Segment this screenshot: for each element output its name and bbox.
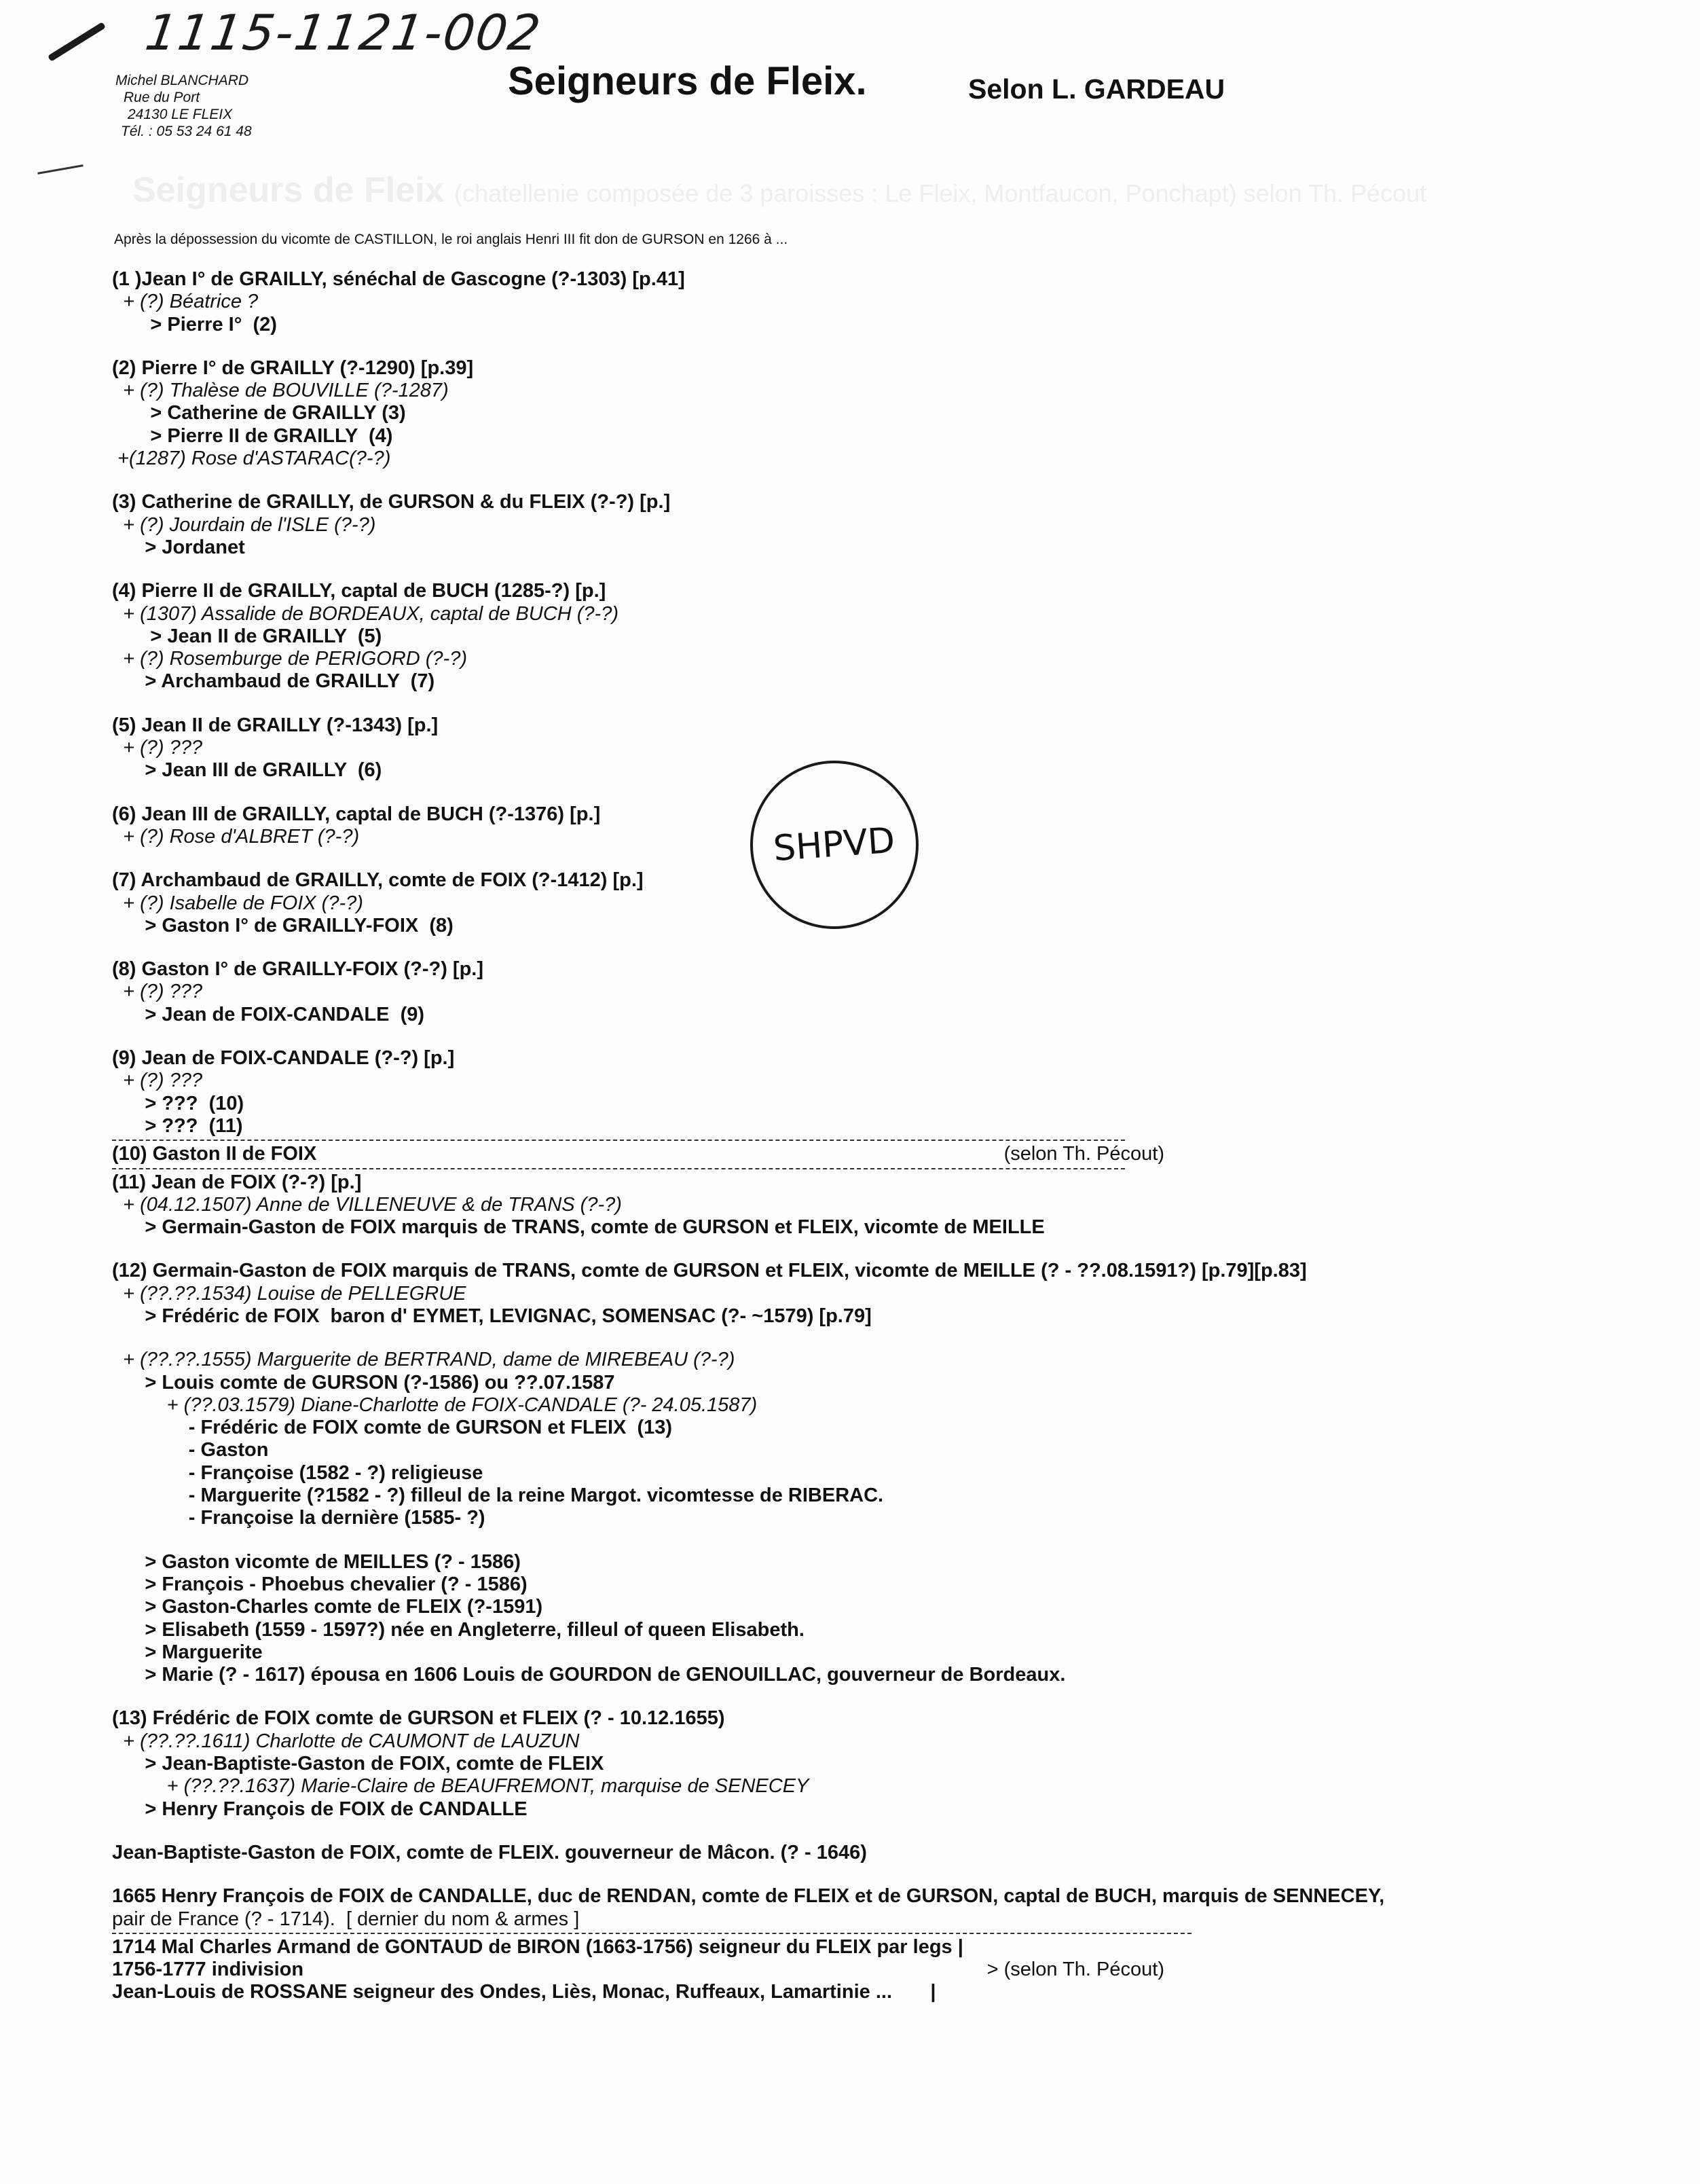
intro-text: Après la dépossession du vicomte de CASTILLON, le roi anglais Henri III fit don de GURSON en 1266 à ... [114,232,788,247]
genealogy-line-text: + (?) ??? [112,737,202,759]
spacer [112,1821,1606,1842]
genealogy-line-text: + (?) Thalèse de BOUVILLE (?-1287) [112,380,449,402]
genealogy-line-text: Jean-Louis de ROSSANE seigneur des Ondes, Liès, Monac, Ruffeaux, Lamartinie ... | [112,1981,936,2003]
genealogy-line [112,737,1606,759]
genealogy-line-text: > Gaston vicomte de MEILLES (? - 1586) [112,1550,521,1573]
bleed-through-subtitle: (chatellenie composée de 3 paroisses : Le Fleix, Montfaucon, Ponchapt) selon Th. Pécout [454,179,1427,207]
shpvd-stamp [750,761,919,929]
spacer [112,1239,1606,1260]
address-line: Tél. : 05 53 24 61 48 [121,124,252,139]
bleed-through-text [132,170,1426,211]
genealogy-line-text: > ??? (11) [112,1114,243,1137]
genealogy-line-text: +(1287) Rose d'ASTARAC(?-?) [112,448,391,470]
genealogy-line-text: + (?) ??? [112,1070,202,1092]
spacer [112,1864,1606,1885]
genealogy-line-text: > Germain-Gaston de FOIX marquis de TRANS, comte de GURSON et FLEIX, vicomte de MEILLE [112,1216,1045,1239]
genealogy-line [112,314,1606,336]
genealogy-line [112,1349,1606,1371]
address-line: 24130 LE FLEIX [128,107,233,122]
genealogy-line-text: > Marie (? - 1617) épousa en 1606 Louis de GOURDON de GENOUILLAC, gouverneur de Bordeaux. [112,1664,1066,1686]
genealogy-line-text: + (??.??.1611) Charlotte de CAUMONT de LAUZUN [112,1730,580,1752]
genealogy-line-text: > Jean de FOIX-CANDALE (9) [112,1003,425,1025]
genealogy-line [112,714,1606,737]
genealogy-line-text: + (?) Jourdain de l'ISLE (?-?) [112,513,376,536]
page-title: Seigneurs de Fleix. [508,59,867,103]
genealogy-line [112,1372,1606,1394]
genealogy-line [112,1070,1606,1092]
separator-rule [112,1140,1125,1141]
genealogy-line [112,1093,1606,1115]
genealogy-line-text: + (?) Rose d'ALBRET (?-?) [112,825,360,848]
genealogy-line-text: (12) Germain-Gaston de FOIX marquis de TRANS, comte de GURSON et FLEIX, vicomte de MEILLE (? - ??.08.1591?) [p.79][p.83] [112,1260,1307,1282]
genealogy-line-text: + (?) Béatrice ? [112,291,259,313]
genealogy-line [112,1959,1606,1981]
source-note: (selon Th. Pécout) [1003,1143,1164,1165]
genealogy-line [112,625,1606,648]
genealogy-line [112,1619,1606,1641]
genealogy-line [112,603,1606,625]
genealogy-line-text: Jean-Baptiste-Gaston de FOIX, comte de FLEIX. gouverneur de Mâcon. (? - 1646) [112,1841,867,1863]
genealogy-line-text: > Archambaud de GRAILLY (7) [112,670,435,693]
genealogy-line [112,1507,1606,1529]
genealogy-line [112,1551,1606,1573]
genealogy-line [112,1216,1606,1239]
spacer [112,1686,1606,1707]
genealogy-line [112,1047,1606,1070]
genealogy-line [112,670,1606,693]
spacer [112,336,1606,357]
genealogy-line [112,1981,1606,2003]
genealogy-line-text: (11) Jean de FOIX (?-?) [p.] [112,1171,362,1193]
spacer [112,937,1606,958]
genealogy-line-text: (6) Jean III de GRAILLY, captal de BUCH (?-1376) [p.] [112,803,601,825]
genealogy-line-text: + (04.12.1507) Anne de VILLENEUVE & de TRANS (?-?) [112,1193,622,1216]
handwritten-slash [48,22,106,62]
genealogy-line [112,1707,1606,1730]
genealogy-line-text: > Henry François de FOIX de CANDALLE [112,1798,528,1820]
genealogy-line-text: - Marguerite (?1582 - ?) filleul de la reine Margot. vicomtesse de RIBERAC. [112,1485,884,1507]
genealogy-line [112,958,1606,981]
genealogy-line [112,448,1606,470]
genealogy-line-text: > Frédéric de FOIX baron d' EYMET, LEVIGNAC, SOMENSAC (?- ~1579) [p.79] [112,1305,872,1327]
genealogy-line-text: (5) Jean II de GRAILLY (?-1343) [p.] [112,714,439,736]
genealogy-line [112,648,1606,670]
genealogy-line-text: > Pierre II de GRAILLY (4) [112,424,393,447]
genealogy-line-text: (3) Catherine de GRAILLY, de GURSON & du FLEIX (?-?) [p.] [112,491,671,513]
genealogy-line-text: + (?) Rosemburge de PERIGORD (?-?) [112,648,467,670]
address-line: Michel BLANCHARD [115,73,249,88]
genealogy-line-text: > Jean-Baptiste-Gaston de FOIX, comte de FLEIX [112,1753,604,1775]
page-subtitle: Selon L. GARDEAU [968,73,1225,105]
genealogy-line [112,1462,1606,1485]
genealogy-line [112,514,1606,536]
genealogy-line-text: > Pierre I° (2) [112,313,277,335]
genealogy-line-text: > Jean III de GRAILLY (6) [112,759,382,782]
genealogy-line [112,1394,1606,1417]
genealogy-line [112,1641,1606,1664]
stamp-text: SHPVD [772,820,897,870]
genealogy-line [112,1260,1606,1282]
spacer [112,693,1606,714]
genealogy-line-text: (9) Jean de FOIX-CANDALE (?-?) [p.] [112,1047,455,1070]
genealogy-line [112,402,1606,424]
genealogy-line-text: (7) Archambaud de GRAILLY, comte de FOIX (?-1412) [p.] [112,869,644,892]
genealogy-line-text: 1665 Henry François de FOIX de CANDALLE, duc de RENDAN, comte de FLEIX et de GURSON, captal de BUCH, marquis de SENNECEY, [112,1885,1385,1908]
genealogy-line [112,1753,1606,1775]
genealogy-line [112,1573,1606,1596]
genealogy-line [112,1664,1606,1686]
genealogy-line [112,1283,1606,1305]
genealogy-line-text: > Gaston I° de GRAILLY-FOIX (8) [112,914,454,936]
genealogy-line-text: > Elisabeth (1559 - 1597?) née en Angleterre, filleul of queen Elisabeth. [112,1618,805,1641]
genealogy-line [112,491,1606,513]
genealogy-line [112,1171,1606,1194]
genealogy-line-text: + (??.??.1534) Louise de PELLEGRUE [112,1282,466,1305]
address-line: Rue du Port [124,90,200,105]
genealogy-line-text: 1714 Mal Charles Armand de GONTAUD de BIRON (1663-1756) seigneur du FLEIX par legs | [112,1935,963,1958]
source-note: > (selon Th. Pécout) [986,1959,1164,1981]
genealogy-line-text: (8) Gaston I° de GRAILLY-FOIX (?-?) [p.] [112,958,484,981]
genealogy-line-text: - Françoise la dernière (1585- ?) [112,1507,485,1529]
genealogy-line-text: pair de France (? - 1714). [ dernier du nom & armes ] [112,1908,580,1930]
genealogy-line-text: + (?) Isabelle de FOIX (?-?) [112,892,363,914]
genealogy-line [112,1798,1606,1821]
genealogy-line-text: > Jordanet [112,536,245,558]
genealogy-line-text: > François - Phoebus chevalier (? - 1586) [112,1573,528,1595]
spacer [112,1530,1606,1551]
genealogy-line [112,1936,1606,1959]
genealogy-line [112,1417,1606,1439]
genealogy-line-text: > Jean II de GRAILLY (5) [112,625,382,647]
spacer [112,1328,1606,1349]
genealogy-line [112,425,1606,448]
genealogy-line [112,1775,1606,1798]
genealogy-line-text: - Françoise (1582 - ?) religieuse [112,1461,483,1484]
genealogy-line [112,1439,1606,1461]
genealogy-line-text: > Catherine de GRAILLY (3) [112,402,406,424]
genealogy-line [112,1730,1606,1753]
bleed-through-title: Seigneurs de Fleix [132,170,445,210]
genealogy-line [112,1885,1606,1908]
genealogy-line-text: > ??? (10) [112,1092,244,1114]
spacer [112,470,1606,491]
genealogy-line [112,268,1606,291]
genealogy-line-text: > Marguerite [112,1641,263,1663]
genealogy-line [112,1143,1606,1165]
genealogy-line [112,536,1606,559]
genealogy-line [112,981,1606,1003]
genealogy-line [112,357,1606,380]
genealogy-line-text: 1756-1777 indivision [112,1959,304,1981]
genealogy-line-text: (2) Pierre I° de GRAILLY (?-1290) [p.39] [112,357,474,379]
genealogy-line-text: (10) Gaston II de FOIX [112,1143,317,1165]
genealogy-line [112,580,1606,602]
archive-reference: 1115-1121-002 [142,4,545,61]
genealogy-line [112,1596,1606,1618]
genealogy-line [112,291,1606,313]
separator-rule [112,1168,1125,1169]
genealogy-line [112,380,1606,402]
separator-rule [112,1933,1191,1934]
pen-stroke-mark [37,164,83,175]
genealogy-line-text: + (1307) Assalide de BORDEAUX, captal de BUCH (?-?) [112,602,618,625]
genealogy-line-text: - Frédéric de FOIX comte de GURSON et FLEIX (13) [112,1417,673,1439]
genealogy-line-text: (4) Pierre II de GRAILLY, captal de BUCH (1285-?) [p.] [112,580,606,602]
genealogy-line [112,1485,1606,1507]
genealogy-line-text: (1 )Jean I° de GRAILLY, sénéchal de Gascogne (?-1303) [p.41] [112,268,685,290]
spacer [112,1026,1606,1047]
genealogy-line [112,1194,1606,1216]
genealogy-line-text: > Louis comte de GURSON (?-1586) ou ??.07.1587 [112,1371,615,1394]
genealogy-line-text: - Gaston [112,1439,269,1461]
genealogy-line [112,1908,1606,1931]
genealogy-list [112,268,1606,2004]
genealogy-line-text: > Gaston-Charles comte de FLEIX (?-1591) [112,1596,543,1618]
genealogy-line [112,1305,1606,1328]
genealogy-line-text: + (??.??.1637) Marie-Claire de BEAUFREMONT, marquise de SENECEY [112,1775,809,1798]
genealogy-line-text: + (??.03.1579) Diane-Charlotte de FOIX-CANDALE (?- 24.05.1587) [112,1394,758,1416]
genealogy-line [112,1842,1606,1864]
genealogy-line [112,1115,1606,1138]
genealogy-line [112,1004,1606,1026]
genealogy-line-text: + (?) ??? [112,981,202,1003]
spacer [112,559,1606,580]
genealogy-line-text: + (??.??.1555) Marguerite de BERTRAND, dame de MIREBEAU (?-?) [112,1349,735,1371]
genealogy-line-text: (13) Frédéric de FOIX comte de GURSON et FLEIX (? - 10.12.1655) [112,1707,725,1730]
author-address [115,72,252,140]
